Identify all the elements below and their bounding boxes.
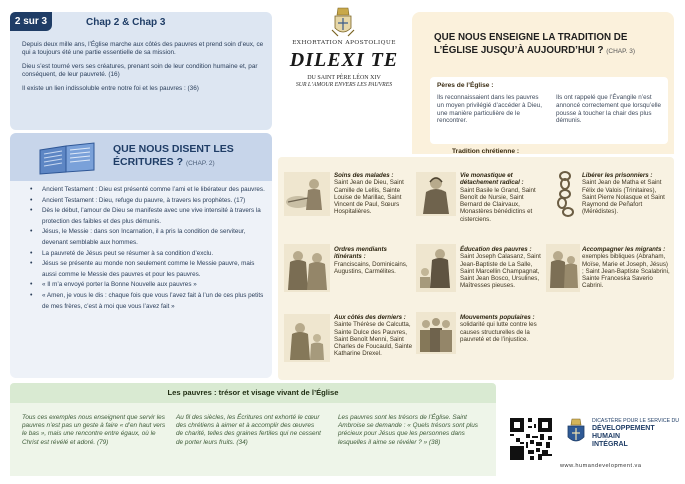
page-badge: 2 sur 3 [10,12,52,31]
tradition-item-movements [460,314,546,343]
qr-code-icon[interactable] [510,418,552,460]
dicastery-small-line: DICASTÈRE POUR LE SERVICE DU [592,418,679,424]
document-title: DILEXI TE [289,49,399,71]
helper-illustration [284,314,330,362]
document-subtitle: SUR L’AMOUR ENVERS LES PAUVRES [295,82,393,88]
document-author: DU SAINT PÈRE LÉON XIV [307,75,381,81]
tradition-item-title: Vie monastique et détachement radical : [460,172,524,187]
dicastery-line: DÉVELOPPEMENT [592,424,655,432]
tradition-title-ref: (CHAP. 3) [606,48,635,55]
tradition-item-title: Libérer les prisonniers : [582,172,653,179]
scripture-title-ref: (CHAP. 2) [185,160,215,167]
scripture-item: • La pauvreté de Jésus peut se résumer à sa condition d’exclu. [30,249,270,260]
chapters-label: Chap 2 & Chap 3 [86,17,166,28]
tradition-item-monastic [460,172,542,223]
tradition-item-title: Aux côtés des derniers : [334,314,406,321]
church-fathers-left: Ils reconnaissaient dans les pauvres un moyen privilégié d’accéder à Dieu, une manière particulière de le rencontrer. [437,94,543,125]
tradition-item-migrants [582,246,670,290]
tradition-title [434,31,670,58]
tradition-title-text: QUE NOUS ENSEIGNE LA TRADITION DE L’ÉGLISE JUSQU’À AUJOURD’HUI ? [434,32,628,56]
tradition-item-body: Franciscains, Dominicains, Augustins, Carmélites. [334,260,408,275]
bottom-title: Les pauvres : trésor et visage vivant de l’Église [167,388,339,397]
sick-care-illustration [284,172,330,216]
intro-paragraph: Depuis deux mille ans, l’Église marche aux côtés des pauvres et prend soin d’eux, ce qui a toujours été une partie essentielle de sa mission. [22,41,264,57]
tradition-item-last [334,314,414,358]
dicastery-line: HUMAIN [592,432,620,440]
website-link[interactable]: www.humandevelopment.va [560,463,642,469]
migrants-illustration [546,244,580,292]
church-fathers-heading: Pères de l’Église : [437,82,494,89]
tradition-item-body: solidarité qui lutte contre les causes structurelles de la pauvreté et de l’injustice. [460,321,537,343]
tradition-item-education [460,246,542,290]
teacher-illustration [416,244,456,292]
tradition-item-prisoners [582,172,670,216]
tradition-item-title: Ordres mendiants itinérants : [334,246,387,261]
dicastery-line: INTÉGRAL [592,440,628,448]
tradition-item-body: Saint Joseph Calasanz, Saint Jean-Baptiste de La Salle, Saint Marcellin Champagnat, Saint Jean Bosco, Ursulines, Maîtresses pieuses. [460,253,541,290]
bottom-quote: Les pauvres sont les trésors de l’Église. Saint Ambroise se demande : « Quels trésors sont plus précieux pour Jésus que les personnes dans lesquelles il aime se révéler ? » (38) [338,414,478,446]
scripture-item: • Ancient Testament : Dieu, refuge du pauvre, à travers les prophètes. (17) [30,196,270,207]
intro-text [22,41,268,99]
christian-tradition-heading: Tradition chrétienne : [452,148,520,155]
tradition-item-body: Saint Basile le Grand, Saint Benoît de Nursie, Saint Bernard de Clairvaux, Monastères bénédictins et cisterciens. [460,186,536,223]
scripture-title [113,143,263,170]
chain-icon [552,170,578,218]
tradition-item-title: Accompagner les migrants : [582,246,666,253]
open-book-icon [36,140,98,176]
tradition-item-body: exemples bibliques (Abraham, Moïse, Marie et Joseph, Jésus) ; Saint Jean-Baptiste Scalabrini, Sainte Franceska Saverio Cabrini. [582,253,670,290]
bottom-quote: Tous ces exemples nous enseignent que servir les pauvres n’est pas un geste à faire « d’en haut vers le bas », mais une rencontre entre égaux, où le Christ est révélé et adoré. (79) [22,414,166,446]
dicastery-crest-icon [564,417,588,449]
tradition-item-body: Sainte Thérèse de Calcutta, Sainte Dulce des Pauvres, Saint Benoît Menni, Saint Charles de Foucauld, Sainte Katharine Drexel. [334,321,413,358]
scripture-item: • « Amen, je vous le dis : chaque fois que vous l’avez fait à l’un de ces plus petits de mes frères, c’est à moi que vous l’avez fait » [30,291,270,312]
dicastery-name [592,418,679,449]
tradition-item-sick-care [334,172,412,216]
tradition-item-title: Soins des malades : [334,172,394,179]
tradition-item-body: Saint Jean de Dieu, Saint Camille de Lellis, Sainte Louise de Marillac, Saint Vincent de Paul, Sœurs Hospitalières. [334,179,404,216]
church-fathers-right: Ils ont rappelé que l’Évangile n’est annoncé correctement que lorsqu’elle pousse à toucher la chair des plus démunis. [556,94,662,125]
intro-paragraph: Il existe un lien indissoluble entre notre foi et les pauvres : (36) [22,85,199,93]
papal-coat-of-arms-icon [328,6,358,38]
scripture-item: • « Il m’a envoyé porter la Bonne Nouvelle aux pauvres » [30,280,270,291]
tradition-item-title: Éducation des pauvres : [460,246,532,253]
monk-illustration [416,172,456,216]
tradition-item-title: Mouvements populaires : [460,314,535,321]
crowd-illustration [416,312,456,354]
intro-paragraph: Dieu s’est tourné vers ses créatures, prenant soin de leur condition humaine et, par conséquent, de leur pauvreté. (16) [22,63,258,79]
tradition-item-body: Saint Jean de Matha et Saint Félix de Valois (Trinitaires), Saint Pierre Nolasque et Saint Raymond de Peñafort (Mérédistes). [582,179,665,216]
scripture-item: • Ancient Testament : Dieu est présenté comme l’ami et le libérateur des pauvres. [30,185,270,196]
scripture-item: • Jésus se présente au monde non seulement comme le Messie pauvre, mais aussi comme le Messie des pauvres et pour les pauvres. [30,259,270,280]
friars-illustration [284,244,330,292]
scripture-list [30,185,270,312]
tradition-item-mendicant [334,246,412,275]
scripture-item: • Dès le début, l’amour de Dieu se manifeste avec une vive intensité à travers la protection des faibles et des plus démunis. [30,206,270,227]
exhortation-label: EXHORTATION APOSTOLIQUE [292,40,396,46]
scripture-title-text: QUE NOUS DISENT LES ÉCRITURES ? [113,143,234,168]
scripture-item: • Jésus, le Messie : dans son Incarnation, il a pris la condition de serviteur, devenant semblable aux hommes. [30,227,270,248]
bottom-quote: Au fil des siècles, les Écritures ont exhorté le cœur des chrétiens à aimer et à accomplir des œuvres de charité, telles des graines fertiles qui ne cessent de porter leurs fruits. (34) [176,414,321,446]
